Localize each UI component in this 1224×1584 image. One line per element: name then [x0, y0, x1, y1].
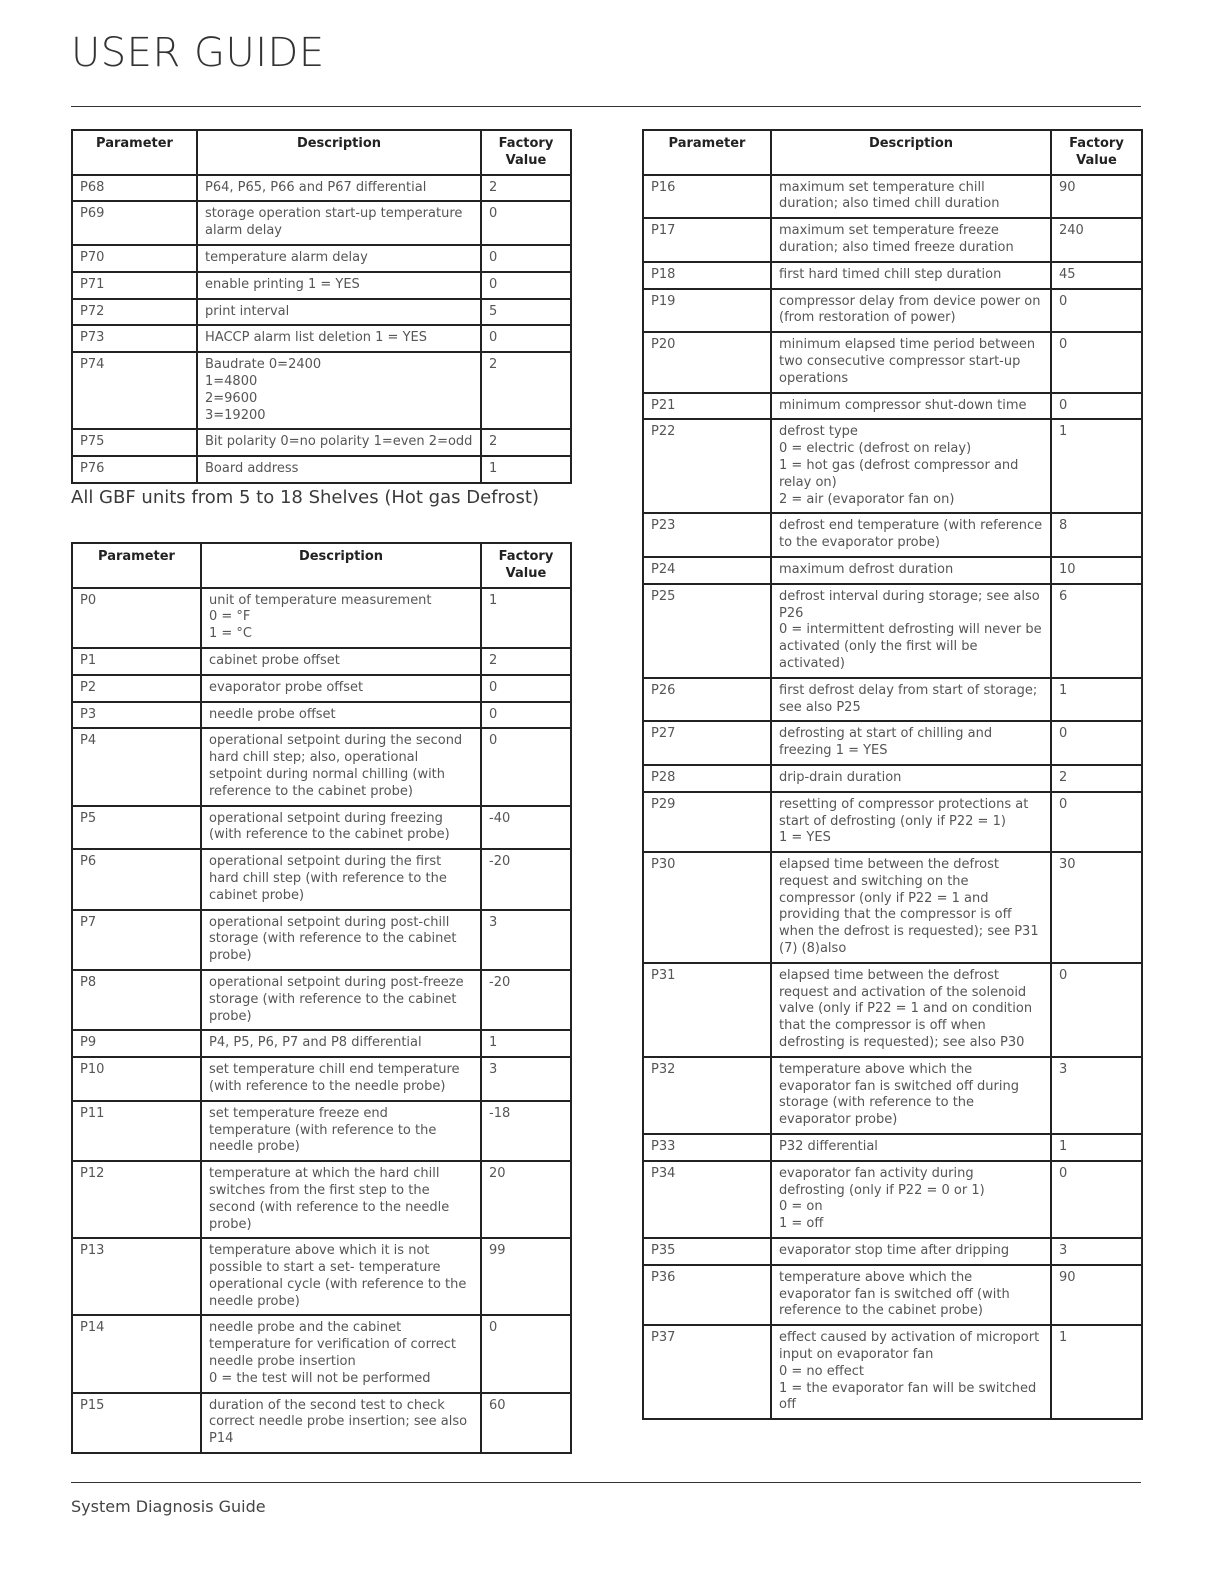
parameter-cell: P18	[643, 262, 771, 289]
column-header-factory-value: Factory Value	[481, 130, 571, 175]
description-cell: temperature at which the hard chill switches from the first step to the second (with reference to the needle probe)	[201, 1161, 481, 1238]
description-cell: duration of the second test to check correct needle probe insertion; see also P14	[201, 1393, 481, 1453]
parameter-cell: P33	[643, 1134, 771, 1161]
header-divider	[71, 106, 1141, 107]
parameter-cell: P68	[72, 175, 197, 202]
description-cell: drip-drain duration	[771, 765, 1051, 792]
description-cell: maximum set temperature freeze duration; also timed freeze duration	[771, 218, 1051, 262]
description-cell: defrost type 0 = electric (defrost on relay) 1 = hot gas (defrost compressor and relay on) 2 = air (evaporator fan on)	[771, 419, 1051, 513]
description-cell: storage operation start-up temperature alarm delay	[197, 201, 481, 245]
table-row	[643, 765, 1142, 792]
table-row	[643, 792, 1142, 852]
parameter-cell: P27	[643, 721, 771, 765]
parameter-cell: P36	[643, 1265, 771, 1325]
parameter-cell: P23	[643, 513, 771, 557]
page-title: USER GUIDE	[71, 30, 325, 76]
column-header-factory-value: Factory Value	[481, 543, 571, 588]
description-cell: P32 differential	[771, 1134, 1051, 1161]
factory-value-cell: 0	[1051, 721, 1142, 765]
factory-value-cell: 0	[481, 325, 571, 352]
parameter-cell: P6	[72, 849, 201, 909]
description-cell: P4, P5, P6, P7 and P8 differential	[201, 1030, 481, 1057]
parameter-cell: P11	[72, 1101, 201, 1161]
factory-value-cell: 0	[481, 675, 571, 702]
parameter-table-right	[642, 129, 1143, 1420]
factory-value-cell: 0	[481, 702, 571, 729]
factory-value-cell: 3	[481, 910, 571, 970]
description-cell: set temperature freeze end temperature (with reference to the needle probe)	[201, 1101, 481, 1161]
description-cell: elapsed time between the defrost request and activation of the solenoid valve (only if P22 = 1 and on condition that the compressor is off when defrosting is requested); see also P30	[771, 963, 1051, 1057]
description-cell: evaporator fan activity during defrosting (only if P22 = 0 or 1) 0 = on 1 = off	[771, 1161, 1051, 1238]
factory-value-cell: 0	[481, 245, 571, 272]
description-cell: operational setpoint during post-freeze storage (with reference to the cabinet probe)	[201, 970, 481, 1030]
parameter-cell: P72	[72, 299, 197, 326]
description-cell: operational setpoint during the second hard chill step; also, operational setpoint during normal chilling (with reference to the cabinet probe)	[201, 728, 481, 805]
table-row	[643, 1325, 1142, 1419]
table-row	[643, 419, 1142, 513]
table-row	[72, 970, 571, 1030]
factory-value-cell: 2	[1051, 765, 1142, 792]
description-cell: compressor delay from device power on (from restoration of power)	[771, 289, 1051, 333]
parameter-cell: P20	[643, 332, 771, 392]
table-row	[643, 393, 1142, 420]
parameter-cell: P30	[643, 852, 771, 963]
factory-value-cell: 0	[1051, 289, 1142, 333]
parameter-cell: P14	[72, 1315, 201, 1392]
parameter-cell: P76	[72, 456, 197, 483]
table-row	[72, 325, 571, 352]
description-cell: minimum elapsed time period between two consecutive compressor start-up operations	[771, 332, 1051, 392]
parameter-cell: P32	[643, 1057, 771, 1134]
parameter-cell: P28	[643, 765, 771, 792]
column-header-factory-value: Factory Value	[1051, 130, 1142, 175]
parameter-cell: P7	[72, 910, 201, 970]
table-row	[643, 557, 1142, 584]
table-row	[643, 1161, 1142, 1238]
parameter-cell: P37	[643, 1325, 771, 1419]
table-row	[72, 272, 571, 299]
description-cell: Board address	[197, 456, 481, 483]
description-cell: maximum defrost duration	[771, 557, 1051, 584]
description-cell: needle probe and the cabinet temperature for verification of correct needle probe insertion 0 = the test will not be performed	[201, 1315, 481, 1392]
table-row	[72, 1238, 571, 1315]
parameter-cell: P13	[72, 1238, 201, 1315]
factory-value-cell: 3	[1051, 1057, 1142, 1134]
table-row	[643, 332, 1142, 392]
factory-value-cell: 0	[481, 1315, 571, 1392]
parameter-cell: P22	[643, 419, 771, 513]
table-row	[72, 910, 571, 970]
table-row	[72, 648, 571, 675]
factory-value-cell: 1	[1051, 678, 1142, 722]
factory-value-cell: 3	[481, 1057, 571, 1101]
factory-value-cell: -20	[481, 849, 571, 909]
parameter-cell: P10	[72, 1057, 201, 1101]
table-row	[72, 728, 571, 805]
table-row	[72, 1101, 571, 1161]
table-row	[72, 1057, 571, 1101]
table-header-row	[72, 130, 571, 175]
factory-value-cell: 90	[1051, 1265, 1142, 1325]
table-row	[72, 1315, 571, 1392]
factory-value-cell: -20	[481, 970, 571, 1030]
factory-value-cell: 1	[481, 588, 571, 648]
description-cell: first hard timed chill step duration	[771, 262, 1051, 289]
footer-text: System Diagnosis Guide	[71, 1497, 266, 1516]
parameter-cell: P29	[643, 792, 771, 852]
parameter-cell: P19	[643, 289, 771, 333]
parameter-cell: P74	[72, 352, 197, 429]
factory-value-cell: 30	[1051, 852, 1142, 963]
factory-value-cell: 0	[1051, 1161, 1142, 1238]
table-header-row	[72, 543, 571, 588]
parameter-cell: P34	[643, 1161, 771, 1238]
footer-divider	[71, 1482, 1141, 1483]
description-cell: Baudrate 0=2400 1=4800 2=9600 3=19200	[197, 352, 481, 429]
factory-value-cell: 0	[1051, 332, 1142, 392]
table-row	[72, 1030, 571, 1057]
factory-value-cell: 90	[1051, 175, 1142, 219]
description-cell: evaporator probe offset	[201, 675, 481, 702]
table-row	[643, 678, 1142, 722]
description-cell: temperature above which it is not possible to start a set- temperature operational cycle (with reference to the needle probe)	[201, 1238, 481, 1315]
parameter-cell: P24	[643, 557, 771, 584]
description-cell: operational setpoint during freezing (with reference to the cabinet probe)	[201, 806, 481, 850]
parameter-cell: P73	[72, 325, 197, 352]
description-cell: first defrost delay from start of storage; see also P25	[771, 678, 1051, 722]
factory-value-cell: -18	[481, 1101, 571, 1161]
column-header-parameter: Parameter	[72, 543, 201, 588]
table-row	[72, 675, 571, 702]
factory-value-cell: 0	[481, 272, 571, 299]
parameter-cell: P21	[643, 393, 771, 420]
factory-value-cell: 0	[481, 728, 571, 805]
description-cell: temperature above which the evaporator fan is switched off during storage (with reference to the evaporator probe)	[771, 1057, 1051, 1134]
table-row	[72, 1161, 571, 1238]
table-row	[643, 1265, 1142, 1325]
parameter-cell: P2	[72, 675, 201, 702]
factory-value-cell: 2	[481, 648, 571, 675]
factory-value-cell: 20	[481, 1161, 571, 1238]
factory-value-cell: 5	[481, 299, 571, 326]
parameter-cell: P4	[72, 728, 201, 805]
column-header-parameter: Parameter	[643, 130, 771, 175]
column-header-description: Description	[197, 130, 481, 175]
parameter-cell: P71	[72, 272, 197, 299]
parameter-cell: P3	[72, 702, 201, 729]
description-cell: evaporator stop time after dripping	[771, 1238, 1051, 1265]
parameter-cell: P9	[72, 1030, 201, 1057]
table-row	[72, 201, 571, 245]
description-cell: effect caused by activation of microport input on evaporator fan 0 = no effect 1 = the evaporator fan will be switched off	[771, 1325, 1051, 1419]
parameter-table-hot-gas-defrost	[71, 542, 572, 1454]
table-row	[643, 1238, 1142, 1265]
factory-value-cell: -40	[481, 806, 571, 850]
parameter-cell: P16	[643, 175, 771, 219]
parameter-cell: P12	[72, 1161, 201, 1238]
parameter-cell: P31	[643, 963, 771, 1057]
table-row	[72, 429, 571, 456]
factory-value-cell: 8	[1051, 513, 1142, 557]
table-row	[643, 1134, 1142, 1161]
factory-value-cell: 0	[1051, 963, 1142, 1057]
description-cell: HACCP alarm list deletion 1 = YES	[197, 325, 481, 352]
factory-value-cell: 1	[481, 456, 571, 483]
table-row	[643, 1057, 1142, 1134]
column-header-description: Description	[201, 543, 481, 588]
column-header-description: Description	[771, 130, 1051, 175]
description-cell: defrost end temperature (with reference to the evaporator probe)	[771, 513, 1051, 557]
factory-value-cell: 45	[1051, 262, 1142, 289]
factory-value-cell: 0	[481, 201, 571, 245]
table-row	[72, 352, 571, 429]
table-row	[72, 299, 571, 326]
description-cell: Bit polarity 0=no polarity 1=even 2=odd	[197, 429, 481, 456]
description-cell: needle probe offset	[201, 702, 481, 729]
factory-value-cell: 1	[1051, 1325, 1142, 1419]
table-row	[643, 513, 1142, 557]
description-cell: print interval	[197, 299, 481, 326]
table-row	[643, 852, 1142, 963]
table-row	[643, 289, 1142, 333]
factory-value-cell: 60	[481, 1393, 571, 1453]
table-row	[72, 245, 571, 272]
parameter-cell: P1	[72, 648, 201, 675]
description-cell: unit of temperature measurement 0 = °F 1 = °C	[201, 588, 481, 648]
table-row	[72, 175, 571, 202]
description-cell: defrost interval during storage; see also P26 0 = intermittent defrosting will never be activated (only the first will be activated)	[771, 584, 1051, 678]
description-cell: temperature above which the evaporator fan is switched off (with reference to the cabinet probe)	[771, 1265, 1051, 1325]
parameter-cell: P17	[643, 218, 771, 262]
description-cell: defrosting at start of chilling and freezing 1 = YES	[771, 721, 1051, 765]
factory-value-cell: 1	[481, 1030, 571, 1057]
factory-value-cell: 10	[1051, 557, 1142, 584]
table-row	[643, 175, 1142, 219]
table-row	[643, 218, 1142, 262]
table-row	[72, 456, 571, 483]
parameter-cell: P0	[72, 588, 201, 648]
factory-value-cell: 0	[1051, 792, 1142, 852]
parameter-cell: P75	[72, 429, 197, 456]
factory-value-cell: 6	[1051, 584, 1142, 678]
description-cell: temperature alarm delay	[197, 245, 481, 272]
table-row	[643, 262, 1142, 289]
parameter-table-continued	[71, 129, 572, 484]
description-cell: minimum compressor shut-down time	[771, 393, 1051, 420]
section-caption: All GBF units from 5 to 18 Shelves (Hot gas Defrost)	[71, 487, 539, 508]
factory-value-cell: 240	[1051, 218, 1142, 262]
factory-value-cell: 1	[1051, 419, 1142, 513]
factory-value-cell: 99	[481, 1238, 571, 1315]
table-header-row	[643, 130, 1142, 175]
table-row	[72, 588, 571, 648]
factory-value-cell: 1	[1051, 1134, 1142, 1161]
parameter-cell: P15	[72, 1393, 201, 1453]
parameter-cell: P69	[72, 201, 197, 245]
parameter-cell: P35	[643, 1238, 771, 1265]
factory-value-cell: 2	[481, 352, 571, 429]
factory-value-cell: 2	[481, 175, 571, 202]
factory-value-cell: 3	[1051, 1238, 1142, 1265]
description-cell: maximum set temperature chill duration; also timed chill duration	[771, 175, 1051, 219]
parameter-cell: P8	[72, 970, 201, 1030]
factory-value-cell: 2	[481, 429, 571, 456]
description-cell: resetting of compressor protections at start of defrosting (only if P22 = 1) 1 = YES	[771, 792, 1051, 852]
table-row	[643, 721, 1142, 765]
table-row	[643, 963, 1142, 1057]
parameter-cell: P70	[72, 245, 197, 272]
description-cell: operational setpoint during the first hard chill step (with reference to the cabinet probe)	[201, 849, 481, 909]
parameter-cell: P25	[643, 584, 771, 678]
parameter-cell: P26	[643, 678, 771, 722]
parameter-cell: P5	[72, 806, 201, 850]
table-row	[72, 1393, 571, 1453]
description-cell: elapsed time between the defrost request and switching on the compressor (only if P22 = 1 and providing that the compressor is off when the defrost is requested); see P31 (7) (8)also	[771, 852, 1051, 963]
description-cell: set temperature chill end temperature (with reference to the needle probe)	[201, 1057, 481, 1101]
factory-value-cell: 0	[1051, 393, 1142, 420]
table-row	[72, 806, 571, 850]
description-cell: enable printing 1 = YES	[197, 272, 481, 299]
table-row	[72, 702, 571, 729]
table-row	[72, 849, 571, 909]
description-cell: cabinet probe offset	[201, 648, 481, 675]
description-cell: P64, P65, P66 and P67 differential	[197, 175, 481, 202]
column-header-parameter: Parameter	[72, 130, 197, 175]
table-row	[643, 584, 1142, 678]
description-cell: operational setpoint during post-chill storage (with reference to the cabinet probe)	[201, 910, 481, 970]
